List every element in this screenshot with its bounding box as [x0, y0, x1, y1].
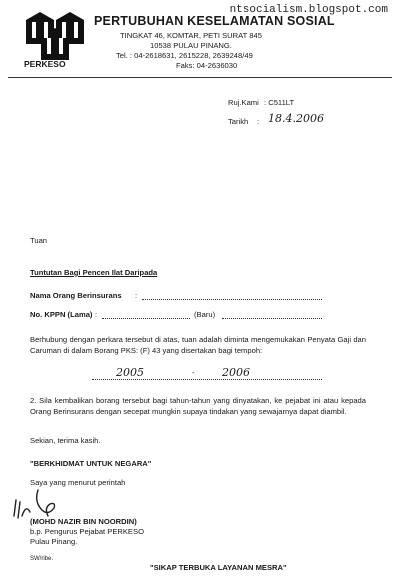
name-colon: : [135, 291, 138, 300]
signatory-name: (MOHD NAZIR BIN NOORDIN) [30, 517, 137, 526]
signatory-title: b.p. Pengurus Pejabat PERKESO [30, 527, 144, 536]
name-label: Nama Orang Berinsurans [30, 291, 122, 300]
closing: Sekian, terima kasih. [30, 436, 101, 445]
tarikh-colon: : [257, 117, 260, 126]
baru-label: (Baru) [194, 310, 216, 319]
ruj-label: Ruj.Kami [228, 98, 259, 107]
subject: Tuntutan Bagi Pencen Ilat Daripada [30, 268, 158, 277]
address-line-2: 10538 PULAU PINANG. [150, 41, 232, 50]
tarikh-value: 18.4.2006 [268, 112, 324, 125]
tarikh-label: Tarikh [228, 117, 249, 126]
typist-reference: SW/ribe. [30, 556, 54, 562]
signatory-place: Pulau Pinang. [30, 537, 78, 546]
address-line-1: TINGKAT 46, KOMTAR, PETI SURAT 845 [120, 31, 262, 40]
period-dash: - [192, 368, 195, 377]
name-field [142, 290, 322, 300]
logo-caption: PERKESO [24, 59, 66, 69]
kppn-colon: : [95, 310, 98, 319]
telephone: Tel. : 04-2618631, 2615228, 2639248/49 [116, 51, 253, 60]
kppn-new-field [222, 309, 322, 319]
fax: Faks: 04-2636030 [176, 61, 238, 70]
period-to: 2006 [222, 366, 250, 379]
paragraph-1: Berhubung dengan perkara tersebut di atas, tuan adalah diminta mengemukakan Penyata Gaji dan Caruman di dalam Borang PKS: (F) 43 yang disertakan bagi tempoh: [30, 335, 366, 355]
motto: "BERKHIDMAT UNTUK NEGARA" [30, 459, 152, 468]
org-name: PERTUBUHAN KESELAMATAN SOSIAL [94, 14, 335, 28]
paragraph-2: 2. Sila kembalikan borang tersebut bagi tahun-tahun yang dinyatakan, ke pejabat ini atau kepada Orang Berinsurans dengan secepat mungkin supaya tindakan yang sewajarnya dapat diambil. [30, 396, 366, 416]
sign-intro: Saya yang menurut perintah [30, 478, 126, 487]
footer-motto: "SIKAP TERBUKA LAYANAN MESRA" [150, 563, 287, 572]
salutation: Tuan [30, 236, 48, 245]
period-from: 2005 [116, 366, 144, 379]
watermark-text: ntsocialism.blogspot.com [229, 4, 388, 16]
header-divider [8, 77, 392, 78]
kppn-old-field [102, 309, 190, 319]
kppn-label: No. KPPN (Lama) [30, 310, 93, 319]
ruj-value: : C511LT [264, 98, 295, 107]
